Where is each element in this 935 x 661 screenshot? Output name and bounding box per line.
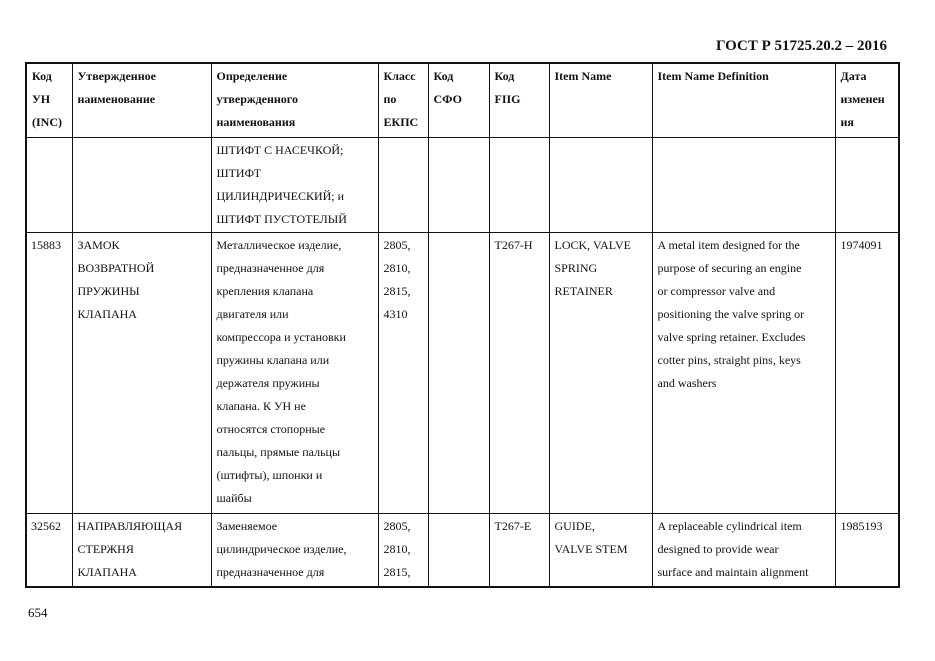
col-header-sfo: Код СФО <box>428 63 489 137</box>
cell-approved-name: НАПРАВЛЯЮЩАЯ СТЕРЖНЯ КЛАПАНА <box>72 513 211 587</box>
cell-sfo <box>428 137 489 232</box>
cell-date: 1974091 <box>835 232 899 513</box>
cell-item-name: GUIDE, VALVE STEM <box>549 513 652 587</box>
cell-inc: 32562 <box>26 513 72 587</box>
cell-sfo <box>428 232 489 513</box>
col-header-fiig: Код FIIG <box>489 63 549 137</box>
col-header-item-name: Item Name <box>549 63 652 137</box>
col-header-definition: Определение утвержденного наименования <box>211 63 378 137</box>
cell-fiig: T267-H <box>489 232 549 513</box>
cell-definition: Заменяемое цилиндрическое изделие, предназначенное для <box>211 513 378 587</box>
catalog-table <box>25 62 900 588</box>
cell-class: 2805, 2810, 2815, 4310 <box>378 232 428 513</box>
cell-date <box>835 137 899 232</box>
col-header-item-definition: Item Name Definition <box>652 63 835 137</box>
table-row <box>26 137 899 232</box>
cell-class <box>378 137 428 232</box>
cell-item-name <box>549 137 652 232</box>
cell-class: 2805, 2810, 2815, <box>378 513 428 587</box>
col-header-approved-name: Утвержденное наименование <box>72 63 211 137</box>
cell-inc: 15883 <box>26 232 72 513</box>
cell-definition: ШТИФТ С НАСЕЧКОЙ; ШТИФТ ЦИЛИНДРИЧЕСКИЙ; и ШТИФТ ПУСТОТЕЛЫЙ <box>211 137 378 232</box>
cell-date: 1985193 <box>835 513 899 587</box>
cell-item-name: LOCK, VALVE SPRING RETAINER <box>549 232 652 513</box>
col-header-date: Дата изменен ия <box>835 63 899 137</box>
header-row <box>26 63 899 137</box>
cell-item-definition: A replaceable cylindrical item designed to provide wear surface and maintain alignment <box>652 513 835 587</box>
page-number: 654 <box>28 605 48 620</box>
table-row <box>26 232 899 513</box>
document-header: ГОСТ Р 51725.20.2 – 2016 <box>715 38 887 54</box>
cell-fiig <box>489 137 549 232</box>
col-header-class: Класс по ЕКПС <box>378 63 428 137</box>
cell-approved-name <box>72 137 211 232</box>
col-header-inc: Код УН (INC) <box>26 63 72 137</box>
cell-sfo <box>428 513 489 587</box>
table-row <box>26 513 899 587</box>
cell-item-definition <box>652 137 835 232</box>
cell-approved-name: ЗАМОК ВОЗВРАТНОЙ ПРУЖИНЫ КЛАПАНА <box>72 232 211 513</box>
cell-inc <box>26 137 72 232</box>
cell-definition: Металлическое изделие, предназначенное для крепления клапана двигателя или компрессора и установки пружины клапана или держателя пружины клапана. К УН не относятся стопорные пальцы, прямые пальцы (штифты), шпонки и шайбы <box>211 232 378 513</box>
cell-item-definition: A metal item designed for the purpose of securing an engine or compressor valve and positioning the valve spring or valve spring retainer. Excludes cotter pins, straight pins, keys and washers <box>652 232 835 513</box>
cell-fiig: T267-E <box>489 513 549 587</box>
